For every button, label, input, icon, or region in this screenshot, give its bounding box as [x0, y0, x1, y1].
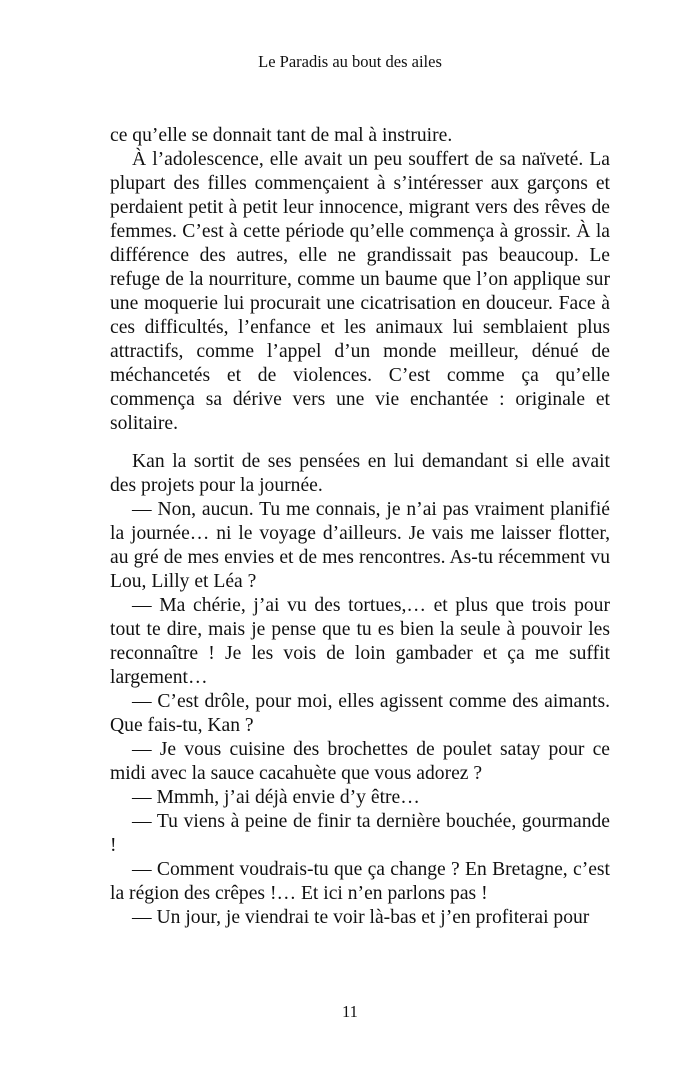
body-text: [110, 124, 610, 930]
dialogue-line: — Mmmh, j’ai déjà envie d’y être…: [132, 787, 420, 808]
paragraph: ce qu’elle se donnait tant de mal à instruire.: [110, 125, 453, 146]
paragraph: Kan la sortit de ses pensées en lui demandant si elle avait des projets pour la journée.: [110, 451, 610, 496]
dialogue-line: — Non, aucun. Tu me connais, je n’ai pas vraiment planifié la journée… ni le voyage d’ailleurs. Je vais me laisser flotter, au gré de mes envies et de mes rencontres. As-tu récemment vu Lou, Lilly et Léa ?: [110, 499, 610, 592]
running-header: Le Paradis au bout des ailes: [258, 52, 442, 71]
dialogue-line: — Un jour, je viendrai te voir là-bas et j’en profiterai pour: [132, 907, 590, 928]
dialogue-line: — Ma chérie, j’ai vu des tortues,… et plus que trois pour tout te dire, mais je pense que tu es bien la seule à pouvoir les reconnaître ! Je les vois de loin gambader et ça me suffit largement…: [110, 595, 610, 688]
dialogue-line: — Comment voudrais-tu que ça change ? En Bretagne, c’est la région des crêpes !… Et ici n’en parlons pas !: [110, 859, 610, 904]
dialogue-line: — C’est drôle, pour moi, elles agissent comme des aimants. Que fais-tu, Kan ?: [110, 691, 610, 736]
dialogue-line: — Tu viens à peine de finir ta dernière bouchée, gourmande !: [110, 811, 610, 856]
dialogue-line: — Je vous cuisine des brochettes de poulet satay pour ce midi avec la sauce cacahuète que vous adorez ?: [110, 739, 610, 784]
page-number: 11: [342, 1002, 358, 1021]
paragraph: À l’adolescence, elle avait un peu souffert de sa naïveté. La plupart des filles commençaient à s’intéresser aux garçons et perdaient petit à petit leur innocence, migrant vers des rêves de femmes. C’est à cette période qu’elle commença à grossir. À la différence des autres, elle ne grandissait pas beaucoup. Le refuge de la nourriture, comme un baume que l’on applique sur une moquerie lui procurait une cicatrisation en douceur. Face à ces difficultés, l’enfance et les animaux lui semblaient plus attractifs, comme l’appel d’un monde meilleur, dénué de méchancetés et de violences. C’est comme ça qu’elle commença sa dérive vers une vie enchantée : originale et solitaire.: [110, 149, 610, 434]
